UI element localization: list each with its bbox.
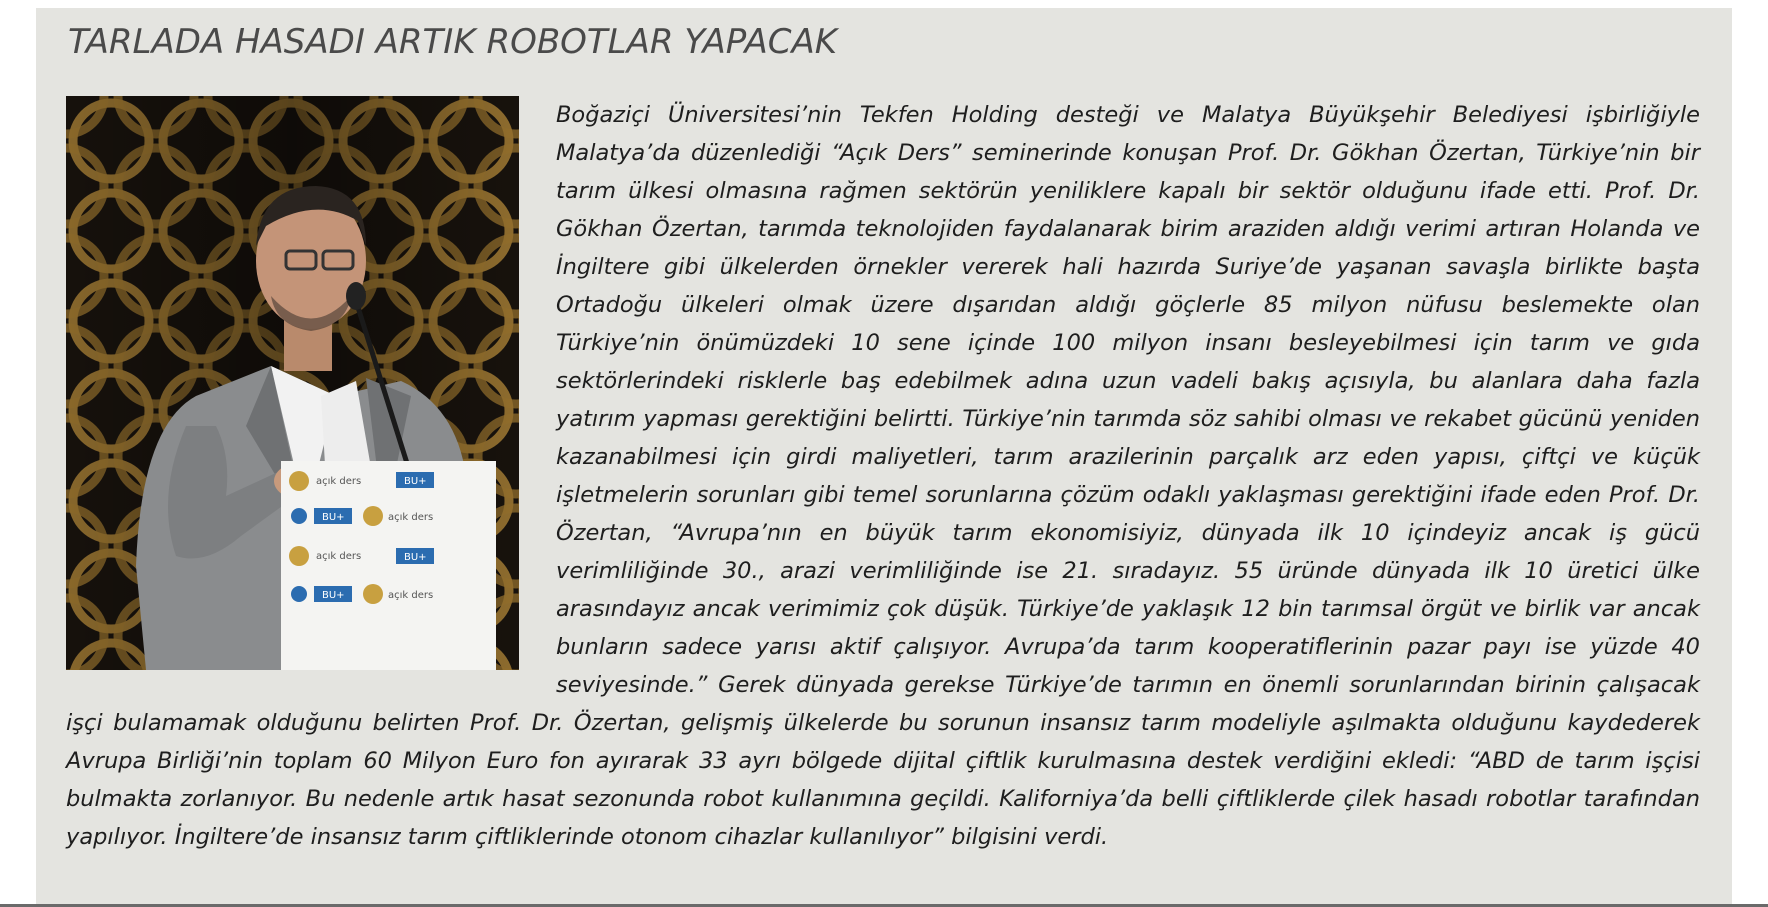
- podium-logo-label: açık ders: [316, 551, 362, 562]
- podium-logo-label: açık ders: [388, 512, 434, 523]
- podium-logo-label: BU+: [404, 476, 427, 487]
- podium-logo-label: açık ders: [388, 590, 434, 601]
- article-body: [66, 96, 1700, 856]
- podium-logo-label: BU+: [404, 552, 427, 563]
- article-headline: TARLADA HASADI ARTIK ROBOTLAR YAPACAK: [68, 22, 838, 62]
- podium-logo-label: BU+: [322, 512, 345, 523]
- photo-float-spacer: [66, 96, 556, 670]
- podium-logo-label: BU+: [322, 590, 345, 601]
- article-body-text: Boğaziçi Üniversitesi’nin Tekfen Holding desteği ve Malatya Büyükşehir Belediyesi işbirliğiyle Malatya’da düzenlediği “Açık Ders” seminerinde konuşan Prof. Dr. Gökhan Özertan, Türkiye’nin bir tarım ülkesi olmasına rağmen sektörün yeniliklere kapalı bir sektör olduğunu ifade etti. Prof. Dr. Gökhan Özertan, tarımda teknolojiden faydalanarak birim araziden aldığı verimi artıran Holanda ve İngiltere gibi ülkelerden örnekler vererek hali hazırda Suriye’de yaşanan savaşla birlikte başta Ortadoğu ülkeleri olmak üzere dışarıdan aldığı göçlerle 85 milyon nüfusu beslemekte olan Türkiye’nin önümüzdeki 10 sene içinde 100 milyon insanı besleyebilmesi için tarım ve gıda sektörlerindeki risklerle baş edebilmek adına uzun vadeli bakış açısıyla, bu alanlara daha fazla yatırım yapması gerektiğini belirtti. Türkiye’nin tarımda söz sahibi olması ve rekabet gücünü yeniden kazanabilmesi için girdi maliyetleri, tarım arazilerinin parçalık arz eden yapısı, çiftçi ve küçük işletmelerin sorunları gibi temel sorunlarına çözüm odaklı yaklaşması gerektiğini ifade eden Prof. Dr. Özertan, “Avrupa’nın en büyük tarım ekonomisiyiz, dünyada ilk 10 içindeyiz ancak iş gücü verimliliğinde 30., arazi verimliliğinde ise 21. sıradayız. 55 üründe dünyada ilk 10 üretici ülke arasındayız ancak verimimiz çok düşük. Türkiye’de yaklaşık 12 bin tarımsal örgüt ve birlik var ancak bunların sadece yarısı aktif çalışıyor. Avrupa’da tarım kooperatiflerinin pazar payı ise yüzde 40 seviyesinde.” Gerek dünyada gerekse Türkiye’de tarımın en önemli sorunlarından birinin çalışacak işçi bulamamak olduğunu belirten Prof. Dr. Özertan, gelişmiş ülkelerde bu sorunun insansız tarım modeliyle aşılmakta olduğunu kaydederek Avrupa Birliği’nin toplam 60 Milyon Euro fon ayırarak 33 ayrı bölgede dijital çiftlik kurulmasına destek verdiğini ekledi: “ABD de tarım işçisi bulmakta zorlanıyor. Bu nedenle artık hasat sezonunda robot kullanımına geçildi. Kaliforniya’da belli çiftliklerde çilek hasadı robotlar tarafından yapılıyor. İngiltere’de insansız tarım çiftliklerinde otonom cihazlar kullanılıyor” bilgisini verdi.: [66, 102, 1700, 850]
- podium-logo-label: açık ders: [316, 476, 362, 487]
